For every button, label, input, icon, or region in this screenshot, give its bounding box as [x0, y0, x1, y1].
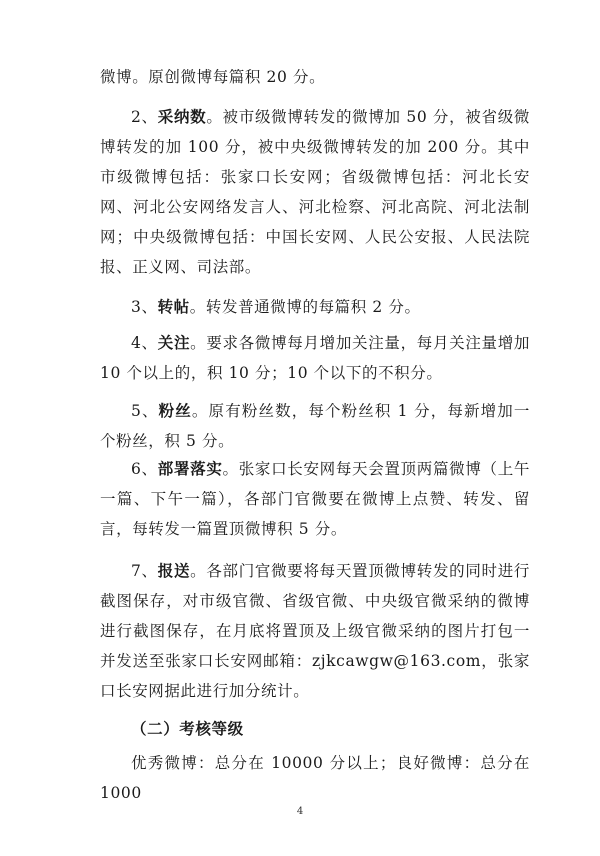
paragraph-adoption — [100, 102, 530, 282]
paragraph-fans — [100, 396, 530, 456]
section-heading-text: （二）考核等级 — [131, 719, 244, 738]
paragraph-original-weibo — [100, 62, 530, 92]
item-title: 报送 — [157, 561, 191, 580]
item-number: 3、 — [131, 298, 158, 316]
item-number: 2、 — [131, 108, 158, 126]
paragraph-deployment — [100, 454, 530, 544]
item-body: 。张家口长安网每天会置顶两篇微博（上午一篇、下午一篇），各部门官微要在微博上点赞、转发、留言，每转发一篇置顶微博积 5 分。 — [100, 460, 531, 538]
paragraph-grade — [100, 748, 530, 808]
page-number: 4 — [296, 806, 304, 817]
item-number: 7、 — [131, 562, 158, 580]
paragraph-follow — [100, 328, 530, 388]
item-number: 6、 — [131, 460, 158, 478]
item-body: 。原有粉丝数，每个粉丝积 1 分，每新增加一个粉丝，积 5 分。 — [100, 402, 531, 450]
item-body: 。被市级微博转发的微博加 50 分，被省级微博转发的加 100 分，被中央级微博转发的加 200 分。其中市级微博包括：张家口长安网；省级微博包括：河北长安网、河北公安网络发言人、河北检察、河北高院、河北法制网；中央级微博包括：中国长安网、人民公安报、人民法院报、正义网、司法部。 — [100, 108, 530, 276]
paragraph-report — [100, 556, 530, 706]
item-body: 。转发普通微博的每篇积 2 分。 — [189, 298, 421, 316]
item-number: 4、 — [131, 334, 158, 352]
item-title: 关注 — [157, 333, 191, 352]
item-body: 。要求各微博每月增加关注量，每月关注量增加 10 个以上的，积 10 分；10 个以下的不积分。 — [100, 334, 531, 382]
item-title: 粉丝 — [158, 401, 192, 420]
text-line: 优秀微博：总分在 10000 分以上；良好微博：总分在 1000 — [100, 754, 530, 802]
text-line: 微博。原创微博每篇积 20 分。 — [100, 68, 326, 86]
item-title: 采纳数 — [157, 107, 207, 126]
paragraph-repost — [100, 292, 530, 322]
item-title: 转帖 — [157, 297, 190, 316]
section-heading — [100, 714, 530, 744]
item-number: 5、 — [131, 402, 159, 420]
item-title: 部署落实 — [157, 459, 223, 478]
item-body: 。各部门官微要将每天置顶微博转发的同时进行截图保存，对市级官微、省级官微、中央级官微采纳的微博进行截图保存，在月底将置顶及上级官微采纳的图片打包一并发送至张家口长安网邮箱：zjkcawgw@163.com，张家口长安网据此进行加分统计。 — [100, 562, 531, 700]
